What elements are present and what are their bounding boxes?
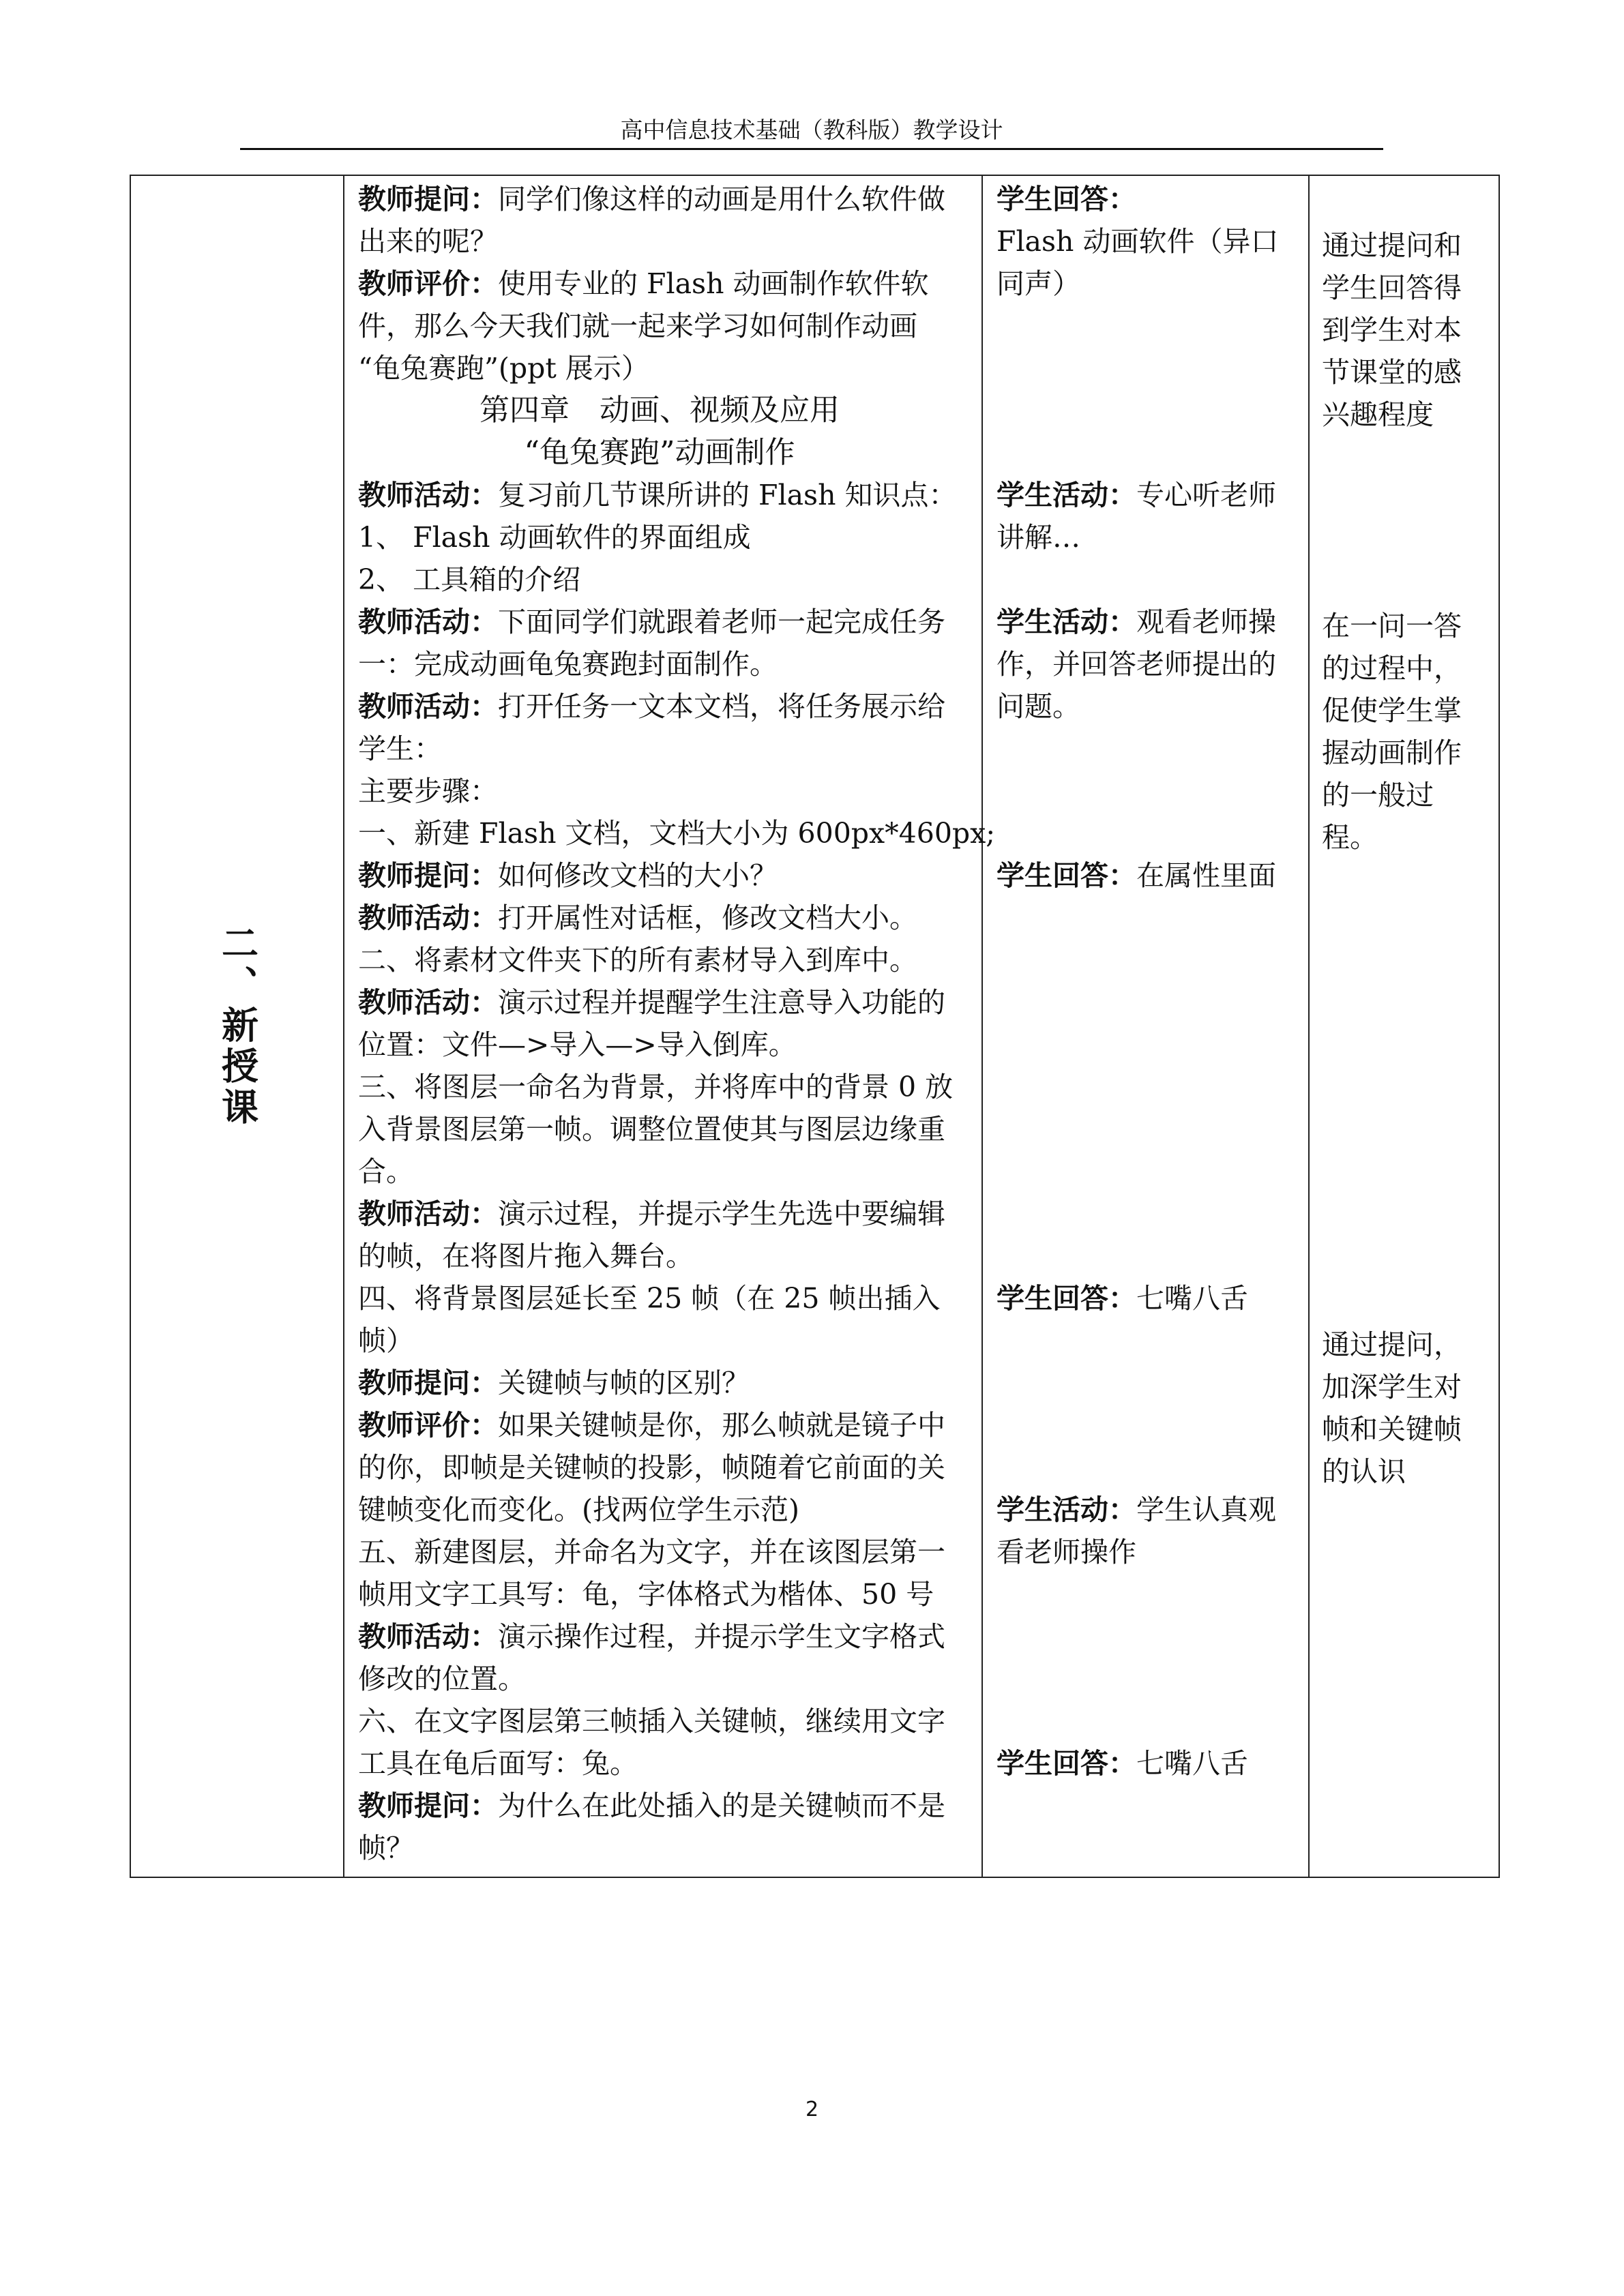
teacher-activity-text: 同学们像这样的动画是用什么软件做 bbox=[498, 183, 945, 215]
design-intent-line bbox=[1322, 605, 1462, 647]
student-activity-label: 学生回答： bbox=[996, 859, 1136, 892]
teacher-activity-text: 六、在文字图层第三帧插入关键帧，继续用文字 bbox=[358, 1705, 945, 1738]
teacher-activity-line bbox=[358, 1531, 945, 1573]
design-intent-line bbox=[1322, 393, 1434, 436]
stage-cell bbox=[130, 175, 344, 1877]
student-activity-line bbox=[996, 685, 1080, 728]
teacher-activity-line bbox=[358, 474, 957, 516]
teacher-activity-line bbox=[358, 1658, 526, 1700]
design-intent-text: 促使学生掌 bbox=[1322, 694, 1462, 728]
teacher-activity-text: 一：完成动画龟兔赛跑封面制作。 bbox=[358, 648, 778, 681]
teacher-activity-line bbox=[358, 1785, 945, 1827]
design-intent-text: 的过程中， bbox=[1322, 652, 1462, 685]
teacher-activity-line bbox=[358, 1404, 945, 1446]
design-intent-text: 到学生对本 bbox=[1322, 314, 1462, 347]
teacher-activity-line bbox=[358, 1193, 945, 1235]
student-activity-text: 看老师操作 bbox=[996, 1536, 1136, 1568]
teacher-activity-text: 位置：文件—>导入—>导入倒库。 bbox=[358, 1028, 797, 1061]
teacher-activity-text: 关键帧与帧的区别？ bbox=[498, 1367, 750, 1399]
student-activity-cell bbox=[982, 175, 1309, 1877]
teacher-activity-label: 教师评价： bbox=[358, 1409, 498, 1442]
student-activity-label: 学生活动： bbox=[996, 1493, 1136, 1526]
teacher-activity-text: 的帧，在将图片拖入舞台。 bbox=[358, 1240, 694, 1272]
teacher-activity-label: 教师提问： bbox=[358, 183, 498, 215]
teacher-activity-text: 学生： bbox=[358, 732, 442, 765]
teacher-activity-line bbox=[358, 1489, 799, 1531]
student-activity-text: 观看老师操 bbox=[1136, 606, 1276, 638]
teacher-activity-label: 教师提问： bbox=[358, 1367, 498, 1399]
teacher-activity-text: “龟兔赛跑”动画制作 bbox=[524, 435, 795, 470]
teacher-activity-text: 帧用文字工具写：龟，字体格式为楷体、50 号 bbox=[358, 1578, 934, 1611]
teacher-activity-line bbox=[358, 812, 995, 854]
design-intent-line bbox=[1322, 309, 1462, 351]
teacher-activity-label: 教师评价： bbox=[358, 267, 498, 300]
teacher-activity-line bbox=[358, 939, 917, 981]
teacher-activity-text: 1、 Flash 动画软件的界面组成 bbox=[358, 521, 751, 554]
teacher-activity-text: 演示操作过程，并提示学生文字格式 bbox=[498, 1620, 945, 1653]
page-header: 高中信息技术基础（教科版）教学设计 bbox=[240, 110, 1383, 150]
teacher-activity-text: 修改的位置。 bbox=[358, 1663, 526, 1695]
teacher-activity-line bbox=[358, 558, 580, 601]
teacher-activity-text: 主要步骤： bbox=[358, 775, 498, 807]
teacher-activity-text: 工具在龟后面写：兔。 bbox=[358, 1747, 638, 1780]
teacher-activity-text: 一、新建 Flash 文档，文档大小为 600px*460px; bbox=[358, 817, 996, 850]
teacher-activity-text: 下面同学们就跟着老师一起完成任务 bbox=[498, 606, 945, 638]
teacher-activity-text: 2、 工具箱的介绍 bbox=[358, 563, 581, 596]
teacher-activity-line bbox=[358, 1066, 953, 1108]
design-intent-text: 握动画制作 bbox=[1322, 736, 1462, 770]
teacher-activity-text: 打开任务一文本文档，将任务展示给 bbox=[498, 690, 945, 723]
teacher-activity-text: 演示过程，并提示学生先选中要编辑 bbox=[498, 1197, 945, 1230]
teacher-activity-line bbox=[358, 643, 778, 685]
design-intent-text: 节课堂的感 bbox=[1322, 356, 1462, 389]
teacher-activity-line bbox=[358, 1573, 934, 1615]
design-intent-line bbox=[1322, 1366, 1462, 1408]
teacher-activity-text: 二、将素材文件夹下的所有素材导入到库中。 bbox=[358, 944, 917, 976]
teacher-activity-line bbox=[358, 347, 649, 389]
teacher-activity-text: 键帧变化而变化。(找两位学生示范) bbox=[358, 1493, 799, 1526]
teacher-activity-line bbox=[358, 1320, 414, 1362]
student-activity-text: 专心听老师 bbox=[1136, 479, 1276, 511]
student-activity-line bbox=[996, 1531, 1136, 1573]
student-activity-label: 学生活动： bbox=[996, 479, 1136, 511]
teacher-activity-line bbox=[358, 1827, 414, 1869]
design-intent-line bbox=[1322, 224, 1462, 267]
teacher-activity-text: 帧？ bbox=[358, 1832, 414, 1864]
design-intent-line bbox=[1322, 689, 1462, 732]
design-intent-text: 通过提问， bbox=[1322, 1328, 1462, 1362]
teacher-activity-line bbox=[358, 263, 929, 305]
student-activity-line bbox=[996, 220, 1278, 263]
design-intent-text: 的一般过 bbox=[1322, 779, 1434, 812]
student-activity-text: 七嘴八舌 bbox=[1136, 1747, 1248, 1780]
teacher-activity-line bbox=[358, 685, 945, 728]
student-activity-label: 学生活动： bbox=[996, 606, 1136, 638]
teacher-activity-text: 复习前几节课所讲的 Flash 知识点： bbox=[498, 479, 957, 511]
design-intent-line bbox=[1322, 351, 1462, 393]
student-activity-text: 七嘴八舌 bbox=[1136, 1282, 1248, 1315]
teacher-activity-line bbox=[358, 1024, 797, 1066]
student-activity-line bbox=[996, 1489, 1276, 1531]
design-intent-line bbox=[1322, 816, 1378, 859]
design-intent-text: 兴趣程度 bbox=[1322, 398, 1434, 432]
teacher-activity-line bbox=[358, 770, 498, 812]
student-activity-line bbox=[996, 1277, 1248, 1320]
teacher-activity-text: 入背景图层第一帧。调整位置使其与图层边缘重 bbox=[358, 1113, 945, 1146]
teacher-activity-label: 教师活动： bbox=[358, 606, 498, 638]
teacher-activity-line bbox=[358, 516, 751, 558]
teacher-activity-line bbox=[358, 897, 917, 939]
student-activity-line bbox=[996, 516, 1080, 558]
teacher-activity-text: 第四章 动画、视频及应用 bbox=[479, 393, 840, 428]
student-activity-line bbox=[996, 643, 1276, 685]
teacher-activity-text: 演示过程并提醒学生注意导入功能的 bbox=[498, 986, 945, 1019]
teacher-activity-text: 出来的呢？ bbox=[358, 225, 498, 258]
student-activity-line bbox=[996, 178, 1136, 220]
student-activity-text: 学生认真观 bbox=[1136, 1493, 1276, 1526]
teacher-activity-label: 教师提问： bbox=[358, 859, 498, 892]
design-intent-line bbox=[1322, 732, 1462, 774]
student-activity-label: 学生回答： bbox=[996, 1282, 1136, 1315]
teacher-activity-line bbox=[341, 389, 978, 432]
design-intent-text: 通过提问和 bbox=[1322, 229, 1462, 263]
teacher-activity-line bbox=[358, 601, 945, 643]
teacher-activity-line bbox=[358, 1150, 414, 1193]
student-activity-line bbox=[996, 1742, 1248, 1785]
student-activity-label: 学生回答： bbox=[996, 1747, 1136, 1780]
stage-label: 二、新授课 bbox=[216, 924, 259, 1129]
student-activity-text: 问题。 bbox=[996, 690, 1080, 723]
teacher-activity-text: 如何修改文档的大小？ bbox=[498, 859, 778, 892]
teacher-activity-text: 四、将背景图层延长至 25 帧（在 25 帧出插入 bbox=[358, 1282, 941, 1315]
student-activity-label: 学生回答： bbox=[996, 183, 1136, 215]
student-activity-text: 讲解… bbox=[996, 521, 1080, 554]
student-activity-line bbox=[996, 601, 1276, 643]
design-intent-text: 在一问一答 bbox=[1322, 610, 1462, 643]
teacher-activity-label: 教师提问： bbox=[358, 1789, 498, 1822]
teacher-activity-line bbox=[358, 1362, 750, 1404]
teacher-activity-text: 合。 bbox=[358, 1155, 414, 1188]
design-intent-line bbox=[1322, 1450, 1406, 1493]
student-activity-text: 作，并回答老师提出的 bbox=[996, 648, 1276, 681]
design-intent-text: 程。 bbox=[1322, 821, 1378, 854]
design-intent-line bbox=[1322, 774, 1434, 816]
teacher-activity-line bbox=[358, 1108, 945, 1150]
teacher-activity-text: 三、将图层一命名为背景，并将库中的背景 0 放 bbox=[358, 1071, 954, 1103]
teacher-activity-line bbox=[358, 1700, 945, 1742]
teacher-activity-line bbox=[358, 1277, 940, 1320]
teacher-activity-line bbox=[358, 1446, 945, 1489]
design-intent-line bbox=[1322, 267, 1462, 309]
design-intent-line bbox=[1322, 647, 1462, 689]
teacher-activity-text: 帧） bbox=[358, 1324, 414, 1357]
teacher-activity-line bbox=[341, 432, 978, 474]
design-intent-line bbox=[1322, 1324, 1462, 1366]
student-activity-line bbox=[996, 263, 1080, 305]
teacher-activity-line bbox=[358, 728, 442, 770]
teacher-activity-text: 使用专业的 Flash 动画制作软件软 bbox=[498, 267, 929, 300]
teacher-activity-line bbox=[358, 178, 945, 220]
teacher-activity-line bbox=[358, 981, 945, 1024]
teacher-activity-label: 教师活动： bbox=[358, 690, 498, 723]
teacher-activity-text: 件，那么今天我们就一起来学习如何制作动画 bbox=[358, 310, 917, 342]
design-intent-text: 学生回答得 bbox=[1322, 271, 1462, 305]
student-activity-text: 同声） bbox=[996, 267, 1080, 300]
student-activity-line bbox=[996, 854, 1276, 897]
design-intent-line bbox=[1322, 1408, 1462, 1450]
design-intent-text: 帧和关键帧 bbox=[1322, 1413, 1462, 1446]
teacher-activity-line bbox=[358, 220, 498, 263]
teacher-activity-label: 教师活动： bbox=[358, 479, 498, 511]
teacher-activity-line bbox=[358, 1235, 694, 1277]
teacher-activity-text: 的你，即帧是关键帧的投影，帧随着它前面的关 bbox=[358, 1451, 945, 1484]
teacher-activity-line bbox=[358, 1615, 945, 1658]
student-activity-line bbox=[996, 474, 1276, 516]
teacher-activity-label: 教师活动： bbox=[358, 1620, 498, 1653]
page-number: 2 bbox=[805, 2098, 819, 2121]
teacher-activity-text: 如果关键帧是你，那么帧就是镜子中 bbox=[498, 1409, 945, 1442]
student-activity-text: Flash 动画软件（异口 bbox=[996, 225, 1279, 258]
design-intent-text: 加深学生对 bbox=[1322, 1371, 1462, 1404]
teacher-activity-text: 五、新建图层，并命名为文字，并在该图层第一 bbox=[358, 1536, 945, 1568]
teacher-activity-line bbox=[358, 305, 917, 347]
teacher-activity-label: 教师活动： bbox=[358, 1197, 498, 1230]
teacher-activity-text: “龟兔赛跑”(ppt 展示） bbox=[358, 352, 649, 385]
design-intent-text: 的认识 bbox=[1322, 1455, 1406, 1489]
teacher-activity-text: 打开属性对话框，修改文档大小。 bbox=[498, 901, 917, 934]
teacher-activity-label: 教师活动： bbox=[358, 986, 498, 1019]
student-activity-text: 在属性里面 bbox=[1136, 859, 1276, 892]
teacher-activity-text: 为什么在此处插入的是关键帧而不是 bbox=[498, 1789, 945, 1822]
teacher-activity-label: 教师活动： bbox=[358, 901, 498, 934]
teacher-activity-line bbox=[358, 854, 778, 897]
teacher-activity-line bbox=[358, 1742, 638, 1785]
